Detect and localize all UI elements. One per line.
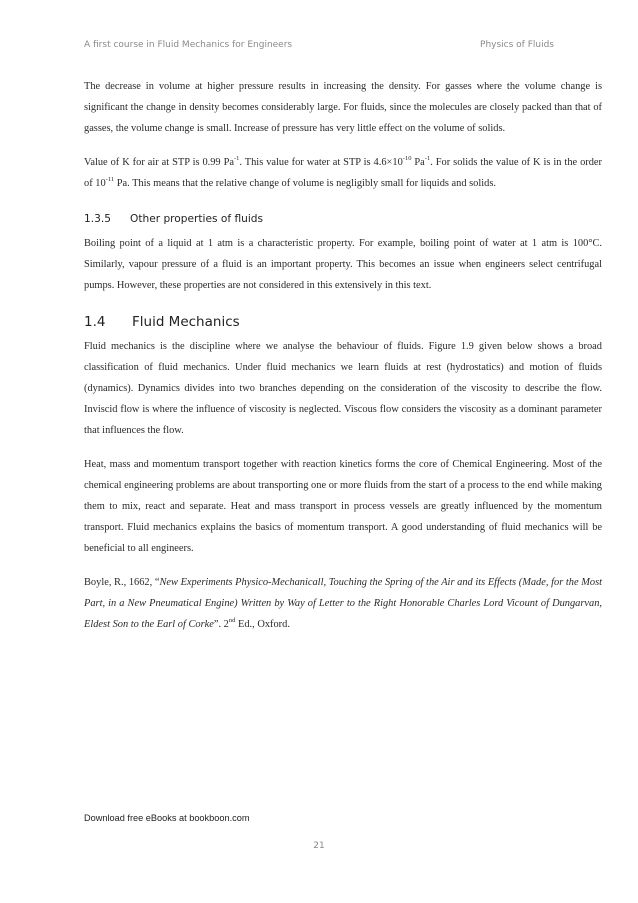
text-run: Value of K for air at STP is 0.99 Pa xyxy=(84,157,234,168)
book-title: A first course in Fluid Mechanics for Engineers xyxy=(84,40,293,50)
paragraph-fluid-mechanics: Fluid mechanics is the discipline where we analyse the behaviour of fluids. Figure 1.9 given below shows a broad classification of fluid mechanics. Under fluid mechanics we learn fluids at rest (hydrostatics) and motion of fluids (dynamics). Dynamics divides into two branches depending on the consideration of the viscosity to describe the flow. Inviscid flow is where the influence of viscosity is neglected. Viscous flow considers the viscosity as a dominant parameter that influences the flow. xyxy=(84,341,602,436)
section-title: Fluid Mechanics xyxy=(132,314,240,330)
section-number: 1.4 xyxy=(84,314,106,330)
reference-prefix: Boyle, R., 1662, “ xyxy=(84,577,160,588)
paragraph-bulk-modulus xyxy=(84,152,602,194)
page-body xyxy=(84,76,602,635)
superscript: -1 xyxy=(424,155,431,162)
section-number: 1.3.5 xyxy=(84,213,111,225)
page-header xyxy=(84,40,554,56)
text-run: Pa. This means that the relative change of volume is negligibly small for liquids and solids. xyxy=(114,178,496,189)
text-run: Pa xyxy=(411,157,425,168)
section-title: Other properties of fluids xyxy=(130,213,264,225)
reference-suffix: Ed., Oxford. xyxy=(235,619,290,630)
paragraph-boiling-point: Boiling point of a liquid at 1 atm is a characteristic property. For example, boiling point of water at 1 atm is 100°C. Similarly, vapour pressure of a fluid is an important property. This becomes an issue when engineers select centrifugal pumps. However, these properties are not considered in this extensively in this text. xyxy=(84,238,602,291)
text-run: . For solids the value of K is in the order of 10 xyxy=(84,157,602,189)
section-heading-1-4 xyxy=(84,312,602,333)
reference-title: New Experiments Physico-Mechanicall, Touching the Spring of the Air and its Effects (Made, for the Most Part, in a New Pneumatical Engine) Written by Way of Letter to the Right Honorable Charles Lord Vicount of Dungarvan, Eldest Son to the Earl of Corke xyxy=(84,577,602,630)
superscript: -1 xyxy=(233,155,240,162)
chapter-title: Physics of Fluids xyxy=(480,40,554,50)
section-heading-1-3-5 xyxy=(84,209,602,230)
reference-after-title: ”. 2 xyxy=(213,619,229,630)
superscript: -11 xyxy=(105,176,115,183)
paragraph-chemical-engineering: Heat, mass and momentum transport together with reaction kinetics forms the core of Chemical Engineering. Most of the chemical engineering problems are about transporting one or more fluids from the start of a process to the end while making them to mix, react and separate. Heat and mass transport in process vessels are greatly influenced by the momentum transport. Fluid mechanics explains the basics of momentum transport. A good understanding of fluid mechanics will be beneficial to all engineers. xyxy=(84,459,602,554)
edition-superscript: nd xyxy=(228,617,236,624)
paragraph-density: The decrease in volume at higher pressure results in increasing the density. For gasses where the volume change is significant the change in density becomes considerably large. For fluids, since the molecules are closely packed than that of gasses, the volume change is small. Increase of pressure has very little effect on the volume of solids. xyxy=(84,81,602,134)
reference-boyle xyxy=(84,572,602,635)
superscript: -10 xyxy=(402,155,412,162)
text-run: . This value for water at STP is 4.6×10 xyxy=(239,157,403,168)
page-number: 21 xyxy=(313,841,325,851)
download-note: Download free eBooks at bookboon.com xyxy=(84,813,250,823)
